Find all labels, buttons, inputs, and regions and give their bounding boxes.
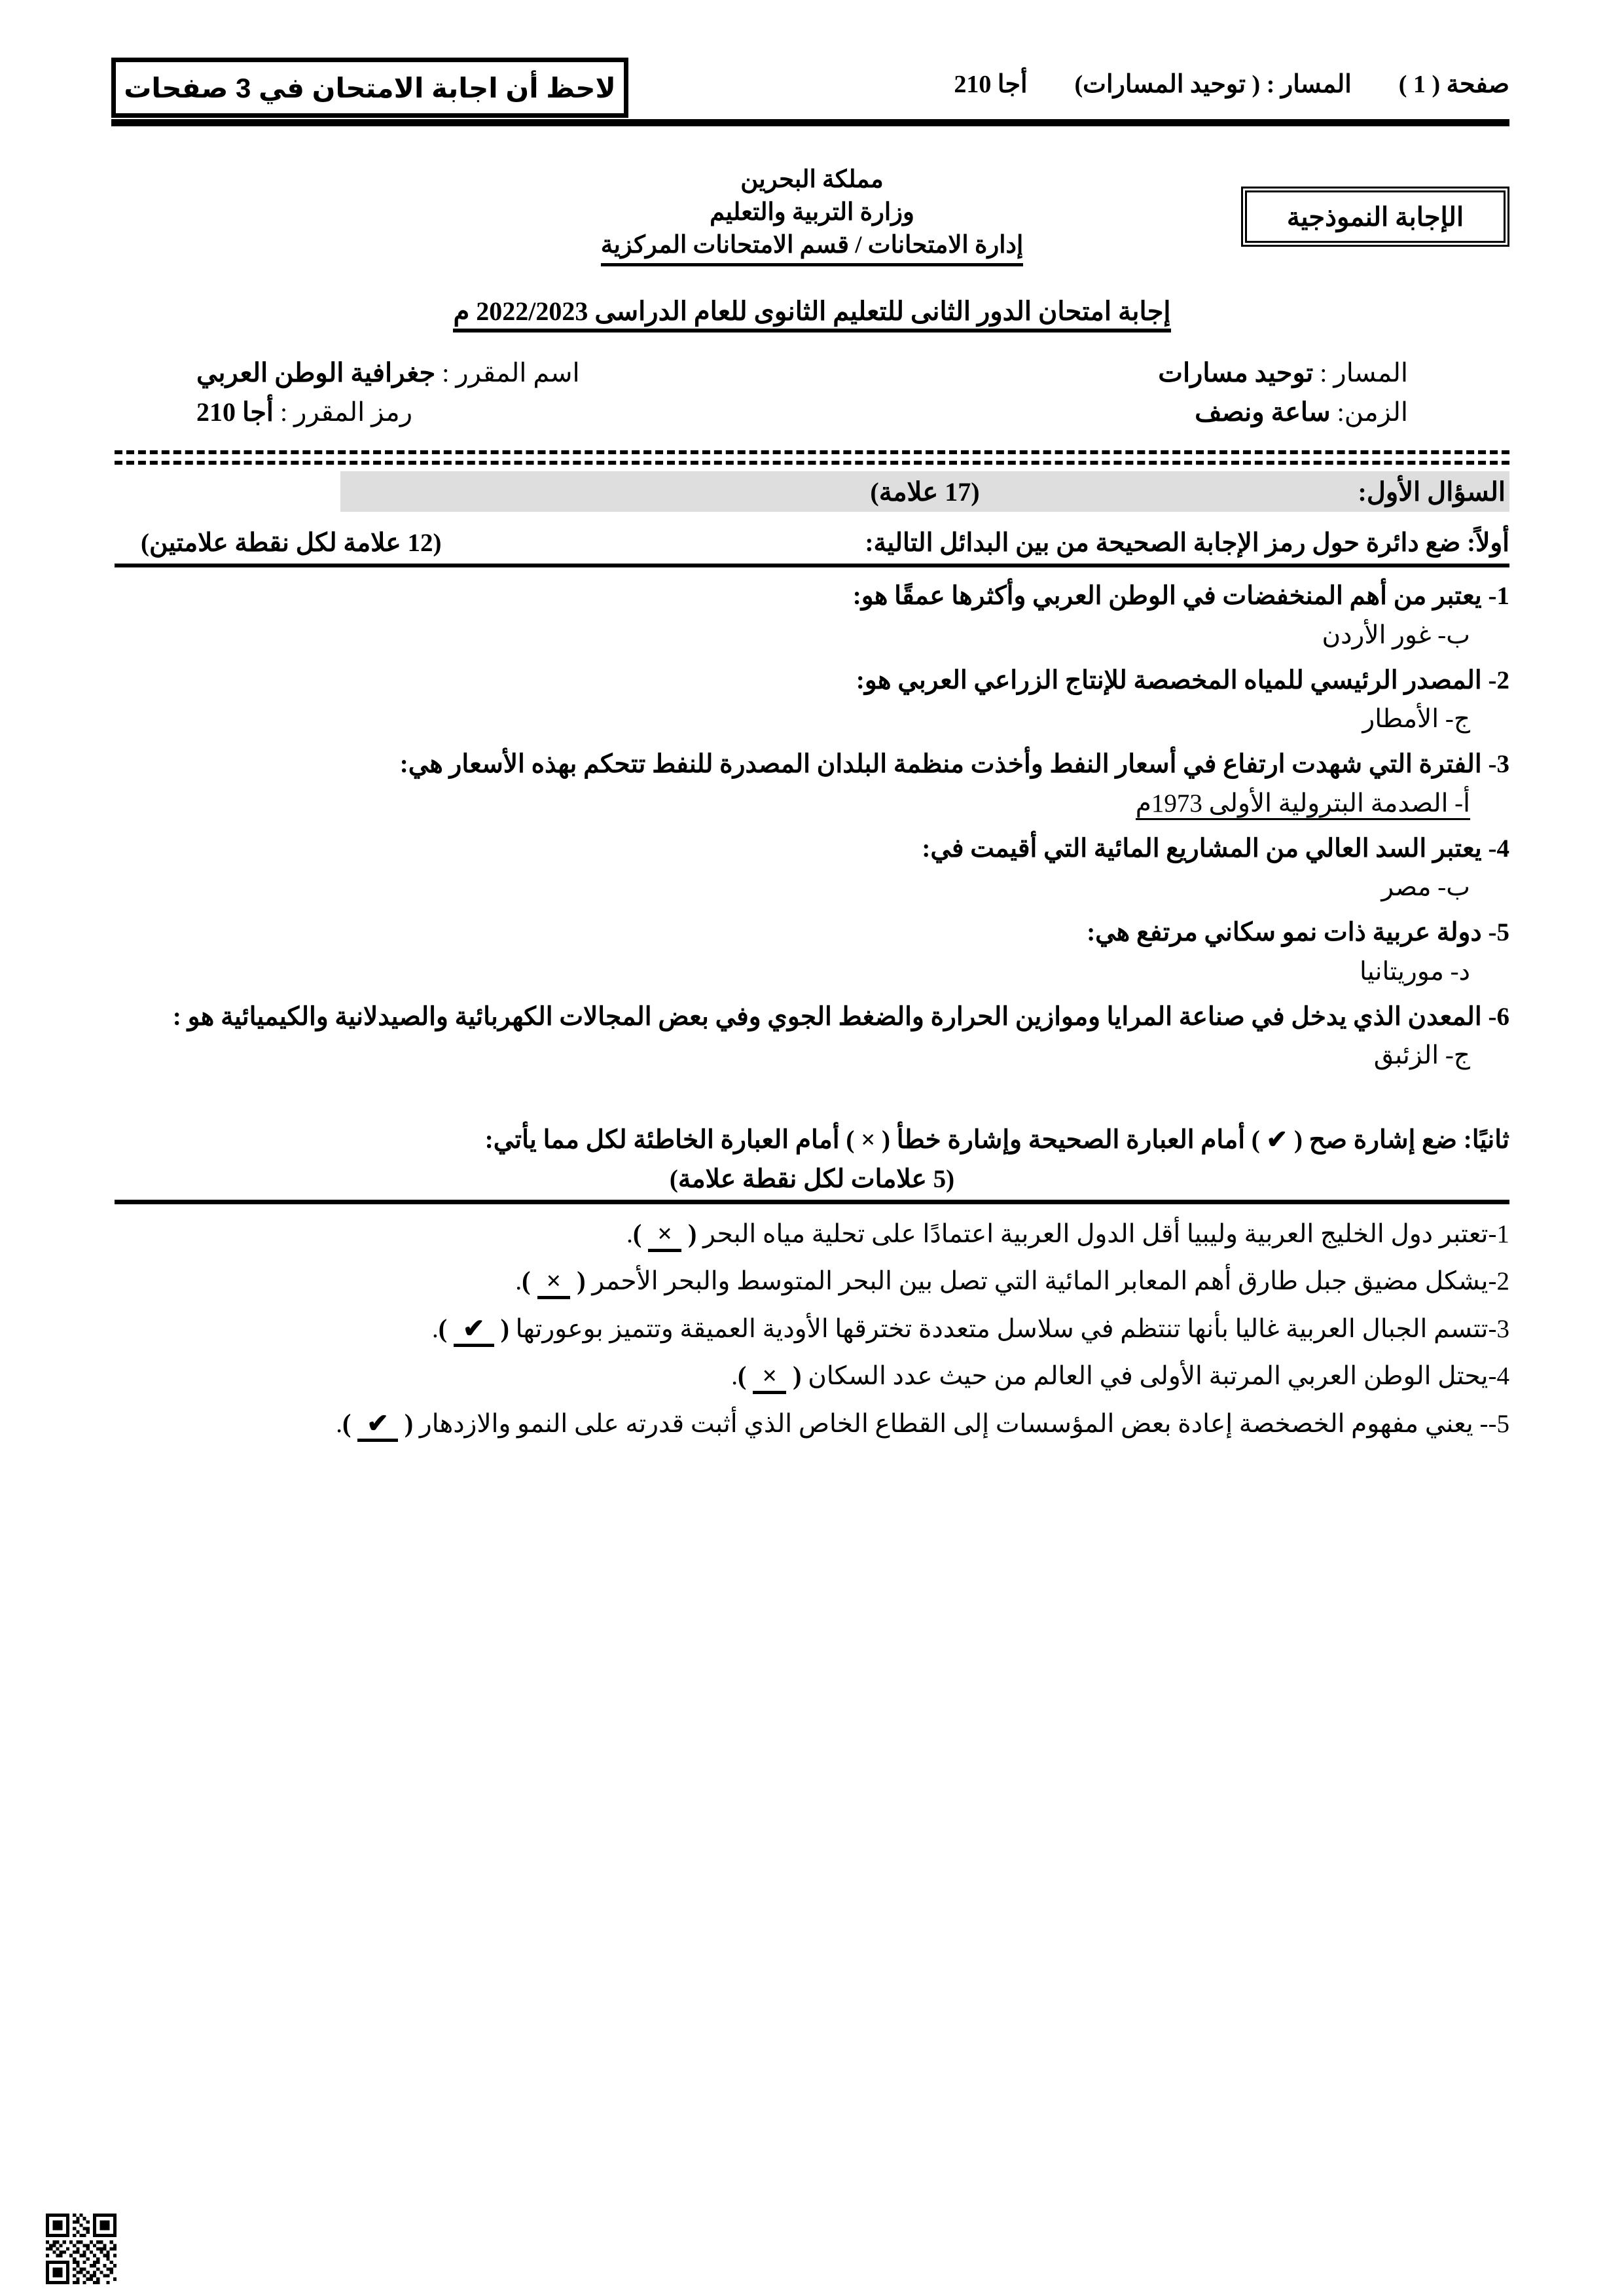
header-track: المسار : ( توحيد المسارات) (1074, 71, 1352, 98)
true-false-item (115, 1403, 1509, 1444)
tf-answer-mark: ( ✔ ) (342, 1403, 413, 1444)
exam-title (0, 296, 1624, 332)
tf-trailing: . (336, 1409, 342, 1438)
tf-answer-symbol: ✔ (357, 1408, 398, 1442)
mcq-number: 6- (1488, 1002, 1509, 1031)
department-name: إدارة الامتحانات / قسم الامتحانات المركزية (601, 229, 1024, 266)
track-field (1158, 353, 1408, 393)
tf-statement: تعتبر دول الخليج العربية وليبيا أقل الدول العربية اعتمادًا على تحلية مياه البحر (703, 1219, 1489, 1248)
tf-number: 2- (1488, 1267, 1509, 1296)
tf-trailing: . (515, 1267, 522, 1296)
time-value: ساعة ونصف (1195, 397, 1331, 427)
mcq-question (115, 913, 1509, 952)
part-two (115, 1121, 1509, 1444)
mcq-question-text: المعدن الذي يدخل في صناعة المرايا وموازين الحرارة والضغط الجوي وفي بعض المجالات الكهربائية والصيدلانية والكيميائية هو : (172, 1002, 1482, 1031)
exam-title-text: إجابة امتحان الدور الثانى للتعليم الثانوى للعام الدراسى 2022/2023 م (453, 296, 1170, 332)
tf-number: 3- (1488, 1314, 1509, 1343)
tf-trailing: . (431, 1314, 439, 1343)
time-label: الزمن: (1337, 397, 1408, 427)
mcq-number: 5- (1488, 918, 1509, 947)
tf-trailing: . (731, 1362, 738, 1391)
tf-answer-symbol: × (537, 1266, 571, 1299)
tf-answer-symbol: × (753, 1361, 786, 1394)
tf-answer-mark: ( × ) (633, 1213, 696, 1254)
part-one-heading (115, 524, 1509, 567)
mcq-answer-text: ج- الأمطار (1362, 705, 1470, 734)
tf-answer-mark: ( × ) (738, 1355, 801, 1396)
mcq-answer (115, 868, 1509, 906)
track-label: المسار : (1320, 358, 1408, 387)
tf-answer-mark: ( × ) (522, 1261, 585, 1301)
tf-number: 5- (1488, 1409, 1509, 1438)
qr-code (46, 2214, 117, 2284)
mcq-answer (115, 784, 1509, 823)
tf-number: 1- (1488, 1219, 1509, 1248)
mcq-number: 1- (1488, 582, 1509, 611)
page-header (111, 58, 1509, 120)
question-one-marks: (17 علامة) (870, 476, 980, 507)
mcq-question (115, 577, 1509, 615)
mcq-question-text: المصدر الرئيسي للمياه المخصصة للإنتاج الزراعي العربي هو: (856, 666, 1482, 694)
tf-statement: يحتل الوطن العربي المرتبة الأولى في العالم من حيث عدد السكان (808, 1362, 1489, 1391)
mcq-answer-text: ج- الزئبق (1373, 1041, 1470, 1070)
true-false-item (115, 1355, 1509, 1396)
tf-answer-symbol: × (648, 1219, 681, 1252)
mcq-question (115, 997, 1509, 1036)
true-false-item (115, 1213, 1509, 1254)
mcq-number: 2- (1488, 666, 1509, 694)
mcq-answer (115, 952, 1509, 991)
section-divider (115, 450, 1509, 465)
true-false-item (115, 1261, 1509, 1301)
tf-statement: يشكل مضيق جبل طارق أهم المعابر المائية التي تصل بين البحر المتوسط والبحر الأحمر (592, 1267, 1489, 1296)
mcq-question-text: يعتبر السد العالي من المشاريع المائية التي أقيمت في: (922, 834, 1482, 863)
mcq-question-text: يعتبر من أهم المنخفضات في الوطن العربي وأكثرها عمقًا هو: (852, 582, 1482, 611)
course-code-label: رمز المقرر : (280, 397, 413, 427)
mcq-item (115, 661, 1509, 739)
mcq-question (115, 661, 1509, 700)
part-one-instruction: أولاً: ضع دائرة حول رمز الإجابة الصحيحة من بين البدائل التالية: (865, 529, 1509, 557)
pages-notice-box (111, 58, 628, 118)
header-page-label: صفحة ( 1 ) (1398, 71, 1509, 98)
pages-notice-text: لاحظ أن اجابة الامتحان في 3 صفحات (124, 72, 616, 103)
header-rule (111, 119, 1509, 126)
model-answer-badge (1241, 187, 1509, 247)
part-two-instruction: ثانيًا: ضع إشارة صح ( ✔ ) أمام العبارة الصحيحة وإشارة خطأ ( × ) أمام العبارة الخاطئة لكل مما يأتي: (484, 1126, 1509, 1155)
mcq-number: 4- (1488, 834, 1509, 863)
header-course-code: أجا 210 (954, 71, 1028, 98)
tf-statement: - يعني مفهوم الخصخصة إعادة بعض المؤسسات إلى القطاع الخاص الذي أثبت قدرته على النمو والازدهار (419, 1409, 1489, 1438)
mcq-item (115, 577, 1509, 655)
course-meta-row-1 (196, 353, 1408, 393)
model-answer-badge-text: الإجابة النموذجية (1286, 202, 1464, 232)
course-meta-row-2 (196, 393, 1408, 432)
mcq-list (115, 577, 1509, 1075)
mcq-item (115, 913, 1509, 991)
true-false-item (115, 1308, 1509, 1349)
mcq-answer-text: ب- مصر (1381, 873, 1470, 902)
mcq-question (115, 829, 1509, 868)
mcq-item (115, 745, 1509, 823)
question-one-title: السؤال الأول: (1358, 476, 1506, 507)
part-two-heading (115, 1121, 1509, 1204)
mcq-answer-text: د- موريتانيا (1360, 957, 1470, 986)
mcq-item (115, 997, 1509, 1075)
mcq-answer (115, 616, 1509, 655)
part-one-marks: (12 علامة لكل نقطة علامتين) (141, 529, 442, 557)
course-name-label: اسم المقرر : (442, 358, 580, 387)
mcq-question-text: الفترة التي شهدت ارتفاع في أسعار النفط وأخذت منظمة البلدان المصدرة للنفط تتحكم بهذه الأسعار هي: (399, 750, 1482, 779)
mcq-question (115, 745, 1509, 783)
tf-trailing: . (626, 1219, 633, 1248)
ministry-name: وزارة التربية والتعليم (710, 198, 914, 226)
part-two-marks: (5 علامات لكل نقطة علامة) (669, 1164, 955, 1193)
true-false-list (115, 1213, 1509, 1444)
mcq-answer (115, 1036, 1509, 1075)
mcq-number: 3- (1488, 750, 1509, 779)
course-name-value: جغرافية الوطن العربي (196, 358, 436, 387)
course-meta (196, 353, 1408, 432)
mcq-answer-text: أ- الصدمة البترولية الأولى 1973م (1136, 789, 1470, 820)
tf-answer-symbol: ✔ (454, 1314, 494, 1347)
header-meta (954, 69, 1509, 99)
tf-number: 4- (1488, 1362, 1509, 1391)
mcq-question-text: دولة عربية ذات نمو سكاني مرتفع هي: (1087, 918, 1482, 947)
course-code-value: أجا 210 (196, 397, 274, 427)
course-code-field (196, 393, 412, 432)
country-name: مملكة البحرين (740, 166, 884, 193)
question-one-body (115, 524, 1509, 1450)
mcq-item (115, 829, 1509, 907)
mcq-answer (115, 700, 1509, 738)
mcq-answer-text: ب- غور الأردن (1322, 620, 1470, 649)
tf-answer-mark: ( ✔ ) (439, 1308, 509, 1349)
question-one-banner (340, 471, 1509, 512)
time-field (1195, 393, 1408, 432)
track-value: توحيد مسارات (1158, 358, 1314, 387)
course-name-field (196, 353, 580, 393)
tf-statement: تتسم الجبال العربية غاليا بأنها تنتظم في سلاسل متعددة تخترقها الأودية العميقة وتتميز بوعورتها (515, 1314, 1489, 1343)
